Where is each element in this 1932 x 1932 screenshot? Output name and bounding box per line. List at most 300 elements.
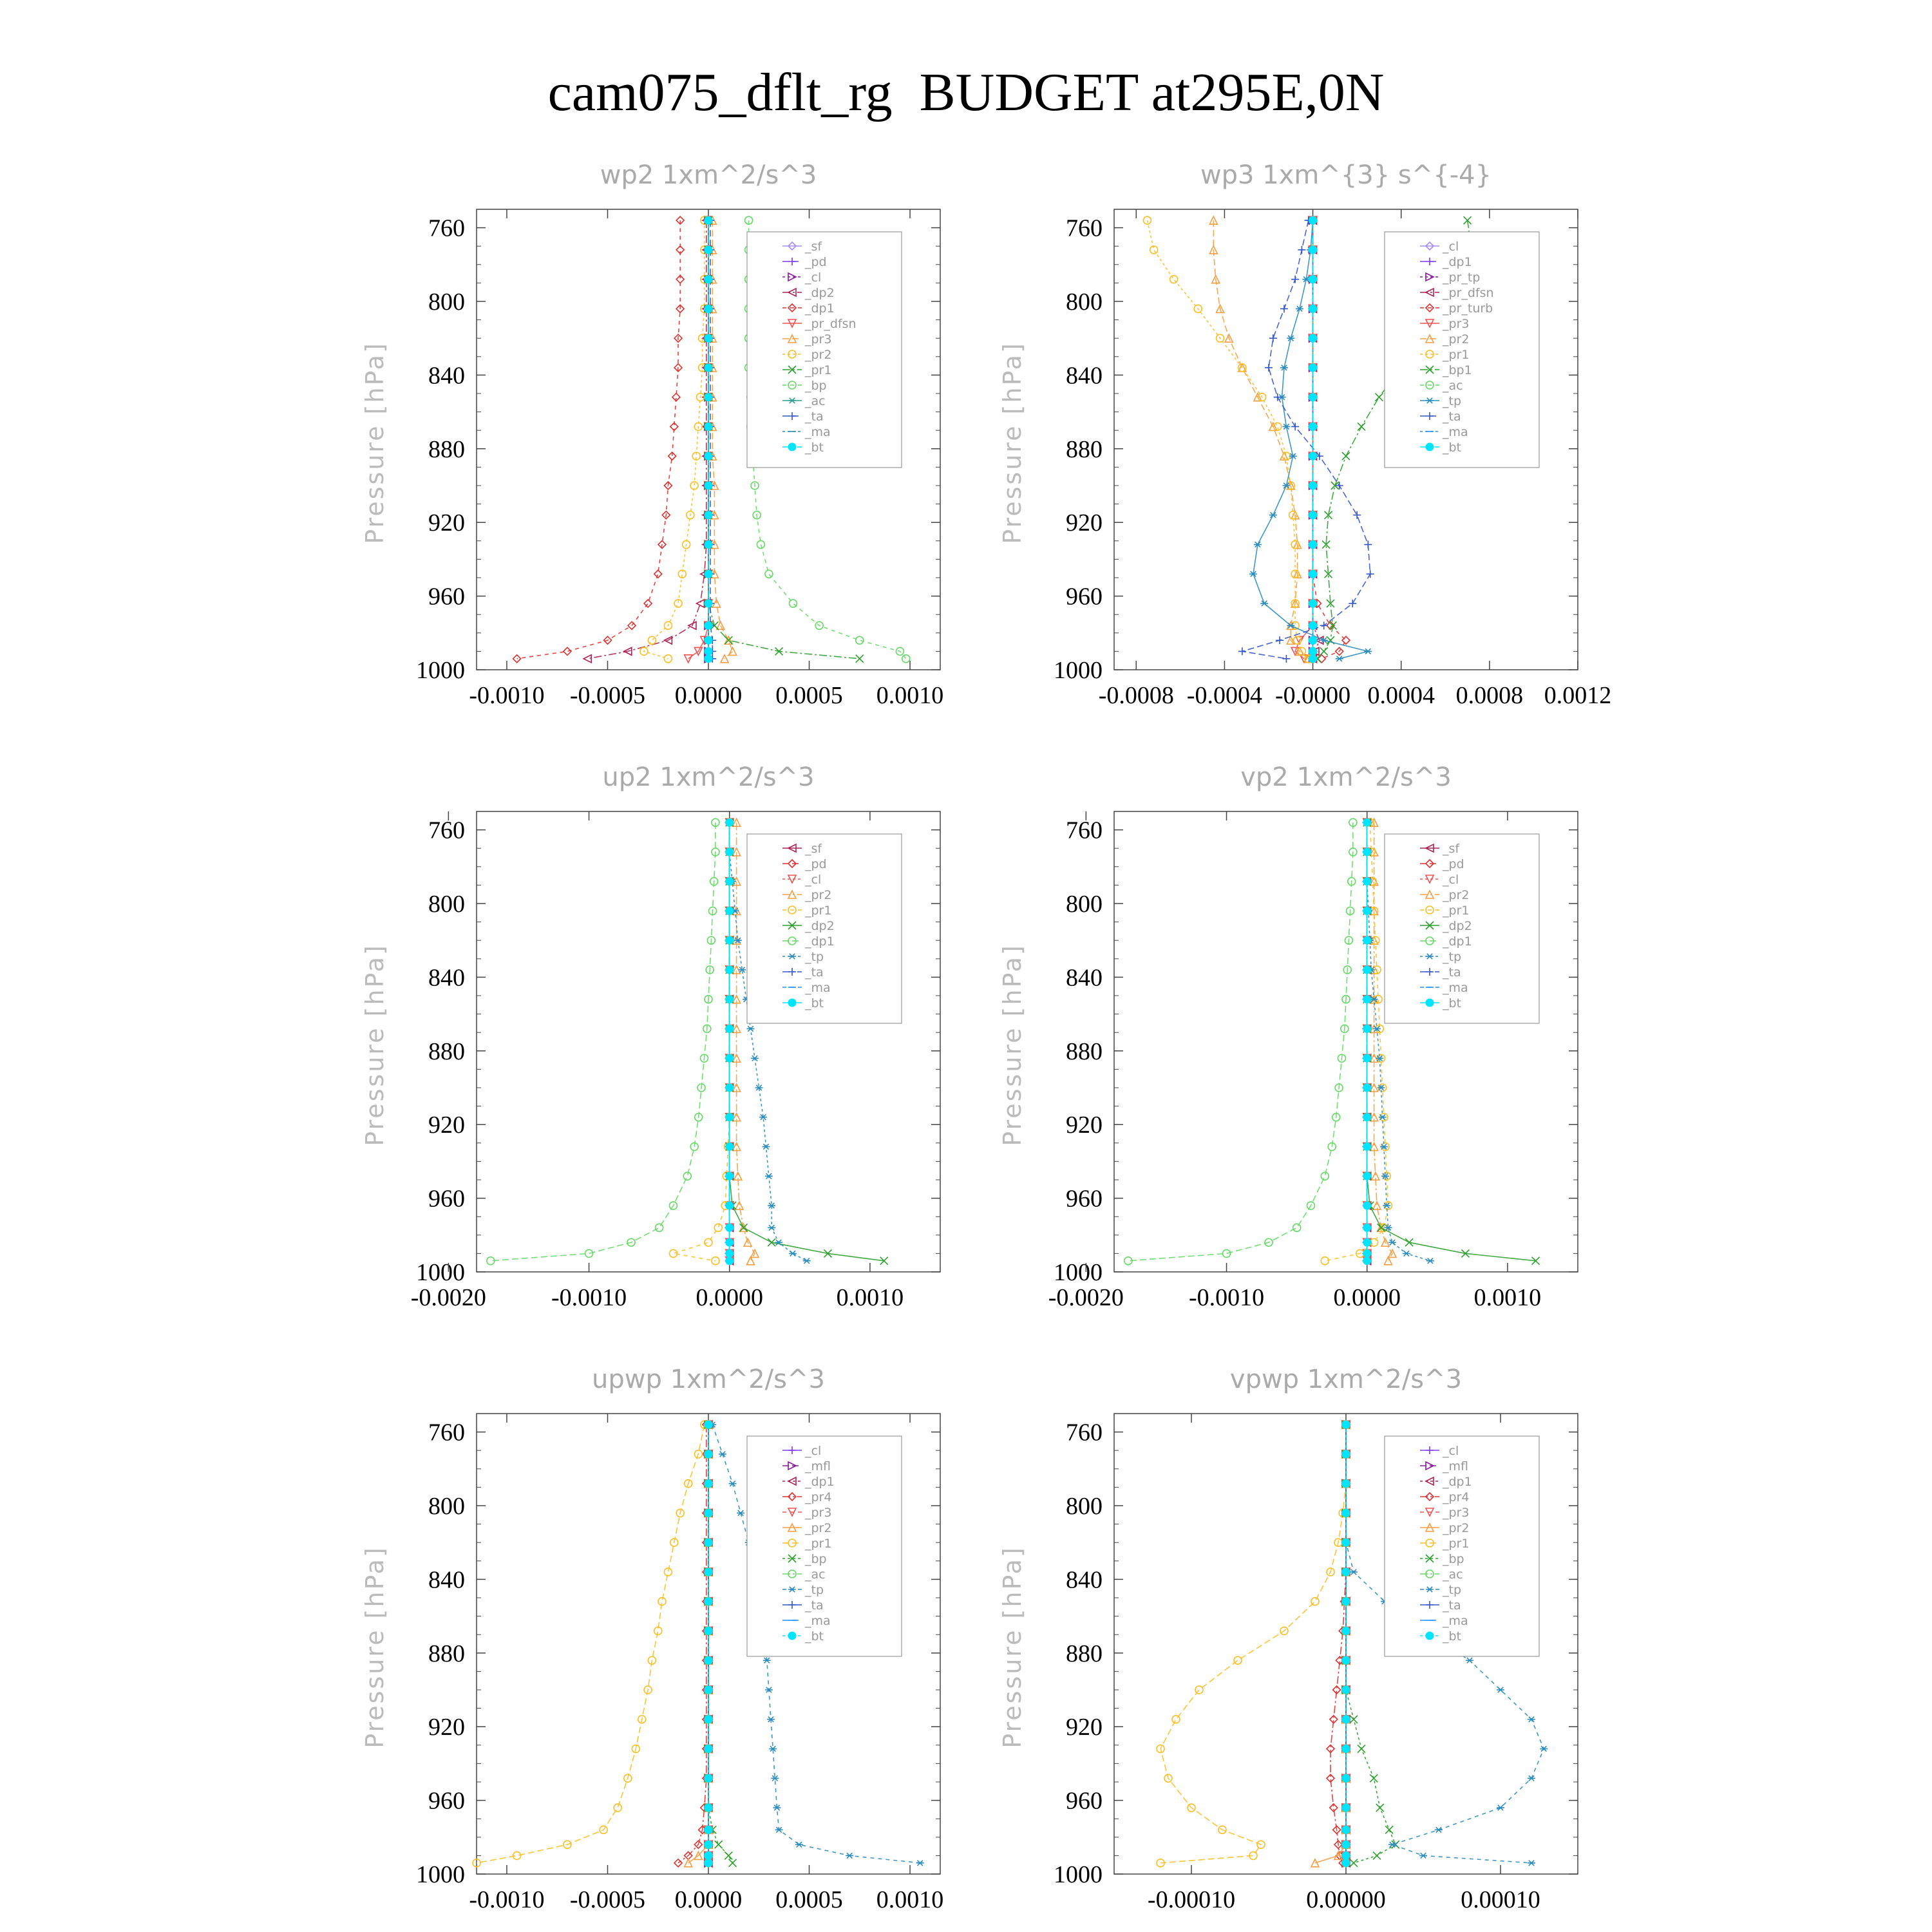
data-point [705, 511, 712, 519]
y-tick-label: 960 [1066, 1185, 1103, 1213]
data-point [705, 393, 712, 401]
x-tick-label: -0.0010 [551, 1284, 627, 1311]
data-point [614, 1804, 621, 1812]
y-tick-label: 840 [1066, 1566, 1103, 1594]
data-point [1466, 1658, 1473, 1663]
legend-marker [1426, 443, 1434, 451]
data-point [1363, 936, 1371, 944]
legend-entry: _cl [1443, 1444, 1459, 1458]
legend-entry: _bt [805, 996, 824, 1010]
series-line-ta [1242, 220, 1370, 659]
legend-entry: _tp [805, 1583, 824, 1597]
data-point [705, 1598, 712, 1605]
x-tick-label: 0.0005 [775, 1886, 843, 1913]
y-tick-label: 920 [1066, 509, 1103, 537]
data-point [1320, 638, 1328, 643]
y-tick-label: 800 [1066, 289, 1103, 316]
data-point [1238, 647, 1246, 655]
data-point [644, 600, 652, 607]
legend-entry: _tp [1443, 1583, 1462, 1597]
x-tick-label: -0.0010 [1188, 1284, 1265, 1311]
y-tick-label: 760 [1066, 817, 1103, 844]
data-point [1309, 334, 1317, 342]
x-tick-label: -0.0010 [469, 682, 545, 709]
data-point [1342, 1656, 1350, 1664]
data-point [729, 1481, 737, 1486]
data-point [1309, 452, 1317, 460]
data-point [1342, 1859, 1350, 1867]
data-point [726, 1202, 734, 1209]
data-point [1269, 513, 1277, 518]
data-point [705, 1450, 712, 1458]
data-point [1342, 1568, 1350, 1576]
y-tick-label: 880 [428, 1640, 465, 1667]
data-point [1350, 1716, 1358, 1723]
data-point [1363, 907, 1371, 914]
data-point [705, 621, 712, 629]
y-tick-label: 840 [1066, 964, 1103, 992]
data-point [1342, 1852, 1350, 1859]
panel-title: vpwp 1xm^2/s^3 [1229, 1365, 1463, 1394]
data-point [664, 1568, 672, 1576]
data-point [856, 655, 864, 663]
series-line-pr1 [1160, 1425, 1346, 1863]
y-axis-label: Pressure [hPa] [998, 943, 1027, 1146]
data-point [1350, 1569, 1358, 1575]
legend-entry: _pr4 [1443, 1490, 1470, 1504]
data-point [1298, 246, 1305, 254]
y-axis-label: Pressure [hPa] [361, 943, 389, 1146]
y-tick-label: 760 [428, 214, 465, 242]
series-line-bp [708, 1425, 733, 1863]
legend-entry: _bp [805, 1552, 827, 1566]
data-point [902, 655, 910, 663]
data-point [1376, 1804, 1384, 1812]
legend-marker [1426, 1632, 1434, 1640]
data-point [1291, 276, 1299, 283]
data-point [1419, 1853, 1427, 1858]
data-point [1342, 1509, 1350, 1517]
data-point [1528, 1861, 1535, 1866]
data-point [726, 1238, 734, 1246]
legend-entry: _bp [1443, 1552, 1464, 1566]
data-point [1309, 621, 1317, 629]
legend-entry: _cl [805, 1444, 822, 1458]
legend-entry: _dp1 [805, 934, 835, 949]
x-tick-label: -0.0004 [1186, 682, 1263, 709]
series-line-pr1 [477, 1425, 705, 1863]
y-tick-label: 840 [1066, 362, 1103, 390]
data-point [1363, 819, 1371, 826]
data-point [1321, 1172, 1329, 1180]
legend-entry: _cl [805, 270, 822, 285]
series-line-tp [1253, 220, 1368, 659]
data-point [1342, 452, 1350, 460]
y-tick-label: 960 [428, 1787, 465, 1815]
x-tick-label: 0.0000 [1333, 1284, 1401, 1311]
legend-entry: _pd [805, 857, 827, 871]
data-point [705, 1627, 712, 1634]
data-point [1195, 1686, 1203, 1694]
x-tick-label: -0.0020 [410, 1284, 486, 1311]
panel-wp2 [348, 155, 1005, 721]
data-point [705, 1841, 712, 1848]
x-tick-label: 0.0010 [1473, 1284, 1542, 1311]
data-point [1435, 1827, 1443, 1832]
y-tick-label: 880 [1066, 1037, 1103, 1065]
data-point [705, 1804, 712, 1812]
legend-entry: _pr4 [805, 1490, 832, 1504]
data-point [1385, 1826, 1393, 1833]
data-point [726, 1113, 734, 1121]
y-tick-label: 840 [428, 1566, 465, 1594]
data-point [705, 647, 712, 655]
data-point [1143, 216, 1151, 224]
data-point [1269, 334, 1277, 342]
data-point [705, 334, 712, 342]
legend-entry: _ta [805, 1598, 824, 1613]
series-line-dp1 [1128, 822, 1353, 1261]
x-tick-label: -0.0020 [1048, 1284, 1124, 1311]
data-point [705, 1686, 712, 1694]
data-point [1363, 1025, 1371, 1032]
y-tick-label: 1000 [416, 1861, 465, 1888]
data-point [1170, 276, 1178, 283]
data-point [726, 996, 734, 1003]
legend-marker [788, 1632, 796, 1640]
legend-entry: _pr2 [1443, 888, 1470, 902]
data-point [1342, 1598, 1350, 1605]
data-point [1311, 1859, 1319, 1867]
legend-entry: _pr2 [805, 888, 832, 902]
data-point [726, 1143, 734, 1151]
legend-entry: _pr_dfsn [1443, 286, 1494, 300]
y-tick-label: 920 [428, 509, 465, 537]
legend-entry: _pr1 [805, 363, 832, 377]
y-axis-label: Pressure [hPa] [998, 341, 1027, 544]
data-point [1342, 1841, 1350, 1848]
data-point [1293, 1224, 1301, 1231]
legend-entry: _dp2 [805, 919, 835, 933]
panel-upwp [348, 1359, 1005, 1926]
y-tick-label: 920 [1066, 1714, 1103, 1741]
data-point [1172, 1716, 1180, 1723]
legend-entry: _pr3 [805, 1506, 832, 1520]
data-point [705, 1539, 712, 1546]
legend-entry: _ta [1443, 1598, 1461, 1613]
data-point [1364, 649, 1372, 654]
data-point [1342, 1745, 1350, 1753]
data-point [1309, 364, 1317, 372]
legend-entry: _dp1 [1443, 934, 1472, 949]
data-point [726, 1224, 734, 1231]
legend-entry: _pr2 [1443, 1521, 1470, 1535]
legend-entry: _pr_tp [1443, 270, 1481, 285]
data-point [1363, 1113, 1371, 1121]
data-point [1321, 1257, 1329, 1265]
data-point [916, 1861, 924, 1866]
data-point [1309, 422, 1317, 430]
data-point [746, 1257, 754, 1265]
data-point [740, 1224, 748, 1231]
data-point [1342, 1716, 1350, 1723]
data-point [1309, 246, 1317, 254]
page-title: cam075_dflt_rg BUDGET at295E,0N [547, 62, 1385, 122]
series-line-pr_dfsn [688, 220, 708, 659]
data-point [789, 600, 797, 607]
data-point [1363, 1224, 1371, 1231]
data-point [683, 1172, 691, 1180]
data-point [746, 1026, 754, 1031]
y-tick-label: 760 [1066, 214, 1103, 242]
data-point [1309, 600, 1317, 607]
legend-entry: _ta [1443, 410, 1461, 424]
y-tick-label: 960 [428, 1185, 465, 1213]
data-point [1309, 511, 1317, 519]
legend-entry: _pr3 [1443, 1506, 1470, 1520]
legend-entry: _pr_dfsn [805, 317, 857, 331]
data-point [1309, 636, 1317, 644]
data-point [1426, 1258, 1434, 1264]
y-tick-label: 960 [1066, 583, 1103, 611]
x-tick-label: 0.0005 [775, 682, 843, 709]
data-point [1342, 1539, 1350, 1546]
legend-marker [788, 999, 796, 1007]
data-point [1363, 1054, 1371, 1062]
data-point [1320, 647, 1328, 655]
y-tick-label: 1000 [1054, 1259, 1103, 1286]
data-point [705, 1745, 712, 1753]
legend-entry: _ma [1443, 981, 1468, 995]
data-point [726, 1054, 734, 1062]
y-tick-label: 1000 [416, 1259, 465, 1286]
legend-entry: _pd [805, 255, 827, 269]
panel-vpwp [985, 1359, 1642, 1926]
data-point [1336, 656, 1343, 661]
data-point [1363, 878, 1371, 886]
data-point [705, 1421, 712, 1428]
y-tick-label: 760 [428, 1419, 465, 1446]
legend-entry: _pr1 [1443, 1537, 1470, 1551]
panel-up2 [348, 757, 1005, 1323]
data-point [654, 570, 662, 578]
data-point [1342, 1627, 1350, 1634]
legend-entry: _tp [805, 950, 824, 964]
y-tick-label: 800 [1066, 1493, 1103, 1520]
legend-entry: _dp1 [805, 301, 835, 316]
legend-entry: _ma [1443, 425, 1468, 439]
x-tick-label: 0.0010 [836, 1284, 904, 1311]
legend-entry: _pr1 [805, 904, 832, 918]
data-point [768, 1225, 775, 1230]
data-point [1274, 393, 1282, 401]
data-point [1223, 1249, 1231, 1257]
data-point [585, 1249, 593, 1257]
data-point [1528, 1776, 1535, 1781]
data-point [1309, 655, 1317, 663]
data-point [705, 452, 712, 460]
legend-entry: _bt [1443, 440, 1462, 455]
legend-entry: _pr2 [805, 348, 832, 362]
data-point [724, 1852, 732, 1859]
data-point [669, 1249, 677, 1257]
y-tick-label: 840 [428, 964, 465, 992]
data-point [705, 1480, 712, 1488]
data-point [1311, 1598, 1319, 1605]
data-point [1363, 966, 1371, 974]
data-point [1309, 482, 1317, 489]
legend-entry: _ac [805, 394, 826, 408]
legend-entry: _tp [1443, 394, 1462, 408]
series-line-pr4 [678, 1425, 706, 1863]
series-line-dp1 [517, 220, 681, 659]
legend-entry: _bp [805, 379, 827, 393]
data-point [1363, 1202, 1371, 1209]
data-point [1342, 1804, 1350, 1812]
data-point [1336, 482, 1343, 489]
data-point [705, 1859, 712, 1867]
series-line-pr2 [644, 220, 705, 659]
data-point [726, 878, 734, 886]
x-tick-label: 0.0008 [1455, 682, 1524, 709]
data-point [1309, 541, 1317, 549]
x-tick-label: 0.00010 [1461, 1886, 1540, 1913]
legend-entry: _pd [1443, 857, 1464, 871]
data-point [1388, 1842, 1396, 1847]
data-point [1363, 1172, 1371, 1180]
data-point [765, 570, 773, 578]
panel-title: up2 1xm^2/s^3 [602, 762, 815, 792]
y-axis-label: Pressure [hPa] [361, 1546, 389, 1748]
data-point [726, 1084, 734, 1092]
panel-title: vp2 1xm^2/s^3 [1240, 762, 1452, 792]
data-point [1342, 1774, 1350, 1782]
legend-entry: _cl [805, 873, 822, 887]
data-point [1363, 996, 1371, 1003]
legend-entry: _ta [805, 410, 824, 424]
series-line-pr4 [1331, 1425, 1346, 1863]
x-tick-label: 0.0010 [876, 1886, 944, 1913]
panel-title: wp2 1xm^2/s^3 [600, 160, 817, 190]
legend-entry: _ma [805, 425, 831, 439]
legend-entry: _pr1 [805, 1537, 832, 1551]
x-tick-label: 0.0012 [1544, 682, 1612, 709]
data-point [726, 848, 734, 856]
legend-entry: _tp [1443, 950, 1462, 964]
data-point [1353, 511, 1361, 519]
data-point [1358, 422, 1365, 430]
data-point [1363, 848, 1371, 856]
data-point [1291, 422, 1299, 430]
data-point [705, 1826, 712, 1833]
data-point [1234, 1656, 1242, 1664]
data-point [726, 1172, 734, 1180]
y-tick-label: 800 [428, 1493, 465, 1520]
data-point [1403, 1251, 1410, 1256]
data-point [1367, 570, 1374, 578]
legend-entry: _cl [1443, 240, 1459, 254]
legend-entry: _sf [1443, 842, 1460, 856]
legend-entry: _dp1 [805, 1475, 835, 1489]
data-point [1375, 393, 1383, 401]
legend-entry: _pr3 [805, 332, 832, 346]
data-point [714, 1224, 722, 1231]
x-tick-label: 0.0000 [674, 1886, 743, 1913]
legend-entry: _ta [1443, 965, 1461, 980]
data-point [1342, 1450, 1350, 1458]
y-tick-label: 800 [428, 289, 465, 316]
x-tick-label: 0.0000 [674, 682, 743, 709]
legend-entry: _ta [805, 965, 824, 980]
data-point [1528, 1717, 1535, 1722]
data-point [846, 1853, 853, 1858]
data-point [1309, 570, 1317, 578]
data-point [1370, 1774, 1378, 1782]
data-point [664, 655, 672, 663]
data-point [685, 655, 692, 663]
data-point [705, 422, 712, 430]
legend-entry: _ac [1443, 379, 1463, 393]
x-tick-label: 0.0010 [876, 682, 944, 709]
data-point [705, 1716, 712, 1723]
legend-marker [1426, 999, 1434, 1007]
y-tick-label: 920 [1066, 1112, 1103, 1139]
y-tick-label: 800 [428, 891, 465, 918]
y-tick-label: 760 [428, 817, 465, 844]
panel-wp3 [985, 155, 1642, 721]
x-tick-label: 0.0000 [696, 1284, 763, 1311]
y-tick-label: 880 [1066, 435, 1103, 463]
y-tick-label: 880 [1066, 1640, 1103, 1667]
data-point [705, 655, 712, 663]
legend-entry: _pr3 [1443, 317, 1470, 331]
y-tick-label: 960 [1066, 1787, 1103, 1815]
y-tick-label: 840 [428, 362, 465, 390]
data-point [564, 647, 571, 655]
data-point [705, 1238, 712, 1246]
data-point [1358, 1745, 1365, 1753]
data-point [726, 1025, 734, 1032]
data-point [685, 1859, 692, 1867]
legend-entry: _bt [805, 1629, 824, 1643]
data-point [726, 819, 734, 826]
series-line-dp2 [587, 220, 706, 659]
data-point [705, 305, 712, 312]
data-point [1350, 1859, 1358, 1867]
data-point [1373, 1852, 1381, 1859]
data-point [705, 364, 712, 372]
y-tick-label: 920 [428, 1714, 465, 1741]
y-tick-label: 800 [1066, 891, 1103, 918]
data-point [1309, 393, 1317, 401]
legend-entry: _pr_turb [1443, 301, 1493, 316]
legend-entry: _ac [1443, 1567, 1463, 1582]
y-tick-label: 880 [428, 435, 465, 463]
data-point [705, 1568, 712, 1576]
legend-entry: _ma [805, 981, 831, 995]
data-point [1282, 655, 1290, 663]
data-point [1540, 1746, 1548, 1751]
y-tick-label: 920 [428, 1112, 465, 1139]
legend-entry: _pr2 [805, 1521, 832, 1535]
series-line-ta [710, 220, 712, 659]
data-point [705, 1509, 712, 1517]
data-point [1363, 1238, 1371, 1246]
legend-entry: _ac [805, 1567, 826, 1582]
data-point [1150, 246, 1158, 254]
data-point [648, 636, 656, 644]
y-axis-label: Pressure [hPa] [361, 341, 389, 544]
